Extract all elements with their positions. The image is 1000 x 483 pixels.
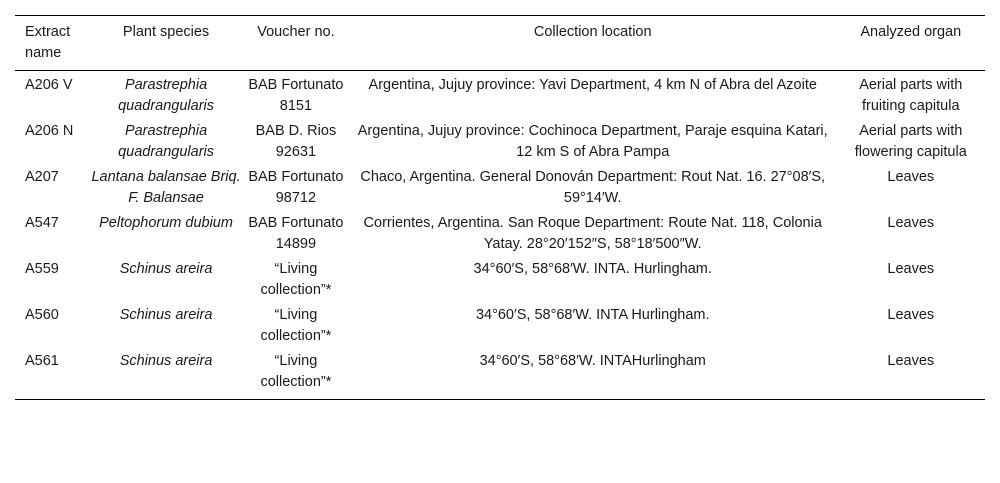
cell-extract: A547	[25, 215, 59, 231]
plant-extracts-table-wrapper	[15, 15, 985, 400]
cell-organ: Leaves	[887, 169, 935, 185]
table-row	[15, 119, 985, 165]
header-plant-species: Plant species	[122, 24, 210, 40]
cell-location: Argentina, Jujuy province: Yavi Department, 4 km N of Abra del Azoite	[368, 77, 817, 93]
cell-voucher: BAB Fortunato 14899	[248, 215, 344, 252]
table-row	[15, 303, 985, 349]
cell-extract: A560	[25, 307, 59, 323]
cell-species: Schinus areira	[119, 353, 213, 369]
cell-species: Parastrephia quadrangularis	[118, 77, 215, 114]
cell-location: 34°60′S, 58°68′W. INTA. Hurlingham.	[473, 261, 712, 277]
cell-organ: Aerial parts with flowering capitula	[854, 123, 967, 160]
cell-extract: A561	[25, 353, 59, 369]
table-row	[15, 349, 985, 400]
table-row	[15, 71, 985, 120]
cell-extract: A207	[25, 169, 59, 185]
cell-extract: A559	[25, 261, 59, 277]
table-row	[15, 211, 985, 257]
cell-location: Chaco, Argentina. General Donován Department: Rout Nat. 16. 27°08′S, 59°14′W.	[360, 169, 826, 206]
cell-voucher: BAB Fortunato 8151	[248, 77, 344, 114]
header-collection-location: Collection location	[533, 24, 652, 40]
cell-species: Schinus areira	[119, 261, 213, 277]
header-extract-name: Extract name	[25, 24, 71, 61]
cell-location: Corrientes, Argentina. San Roque Department: Route Nat. 118, Colonia Yatay. 28°20′152″S, 58°18′500″W.	[363, 215, 822, 252]
cell-species: Parastrephia quadrangularis	[118, 123, 215, 160]
header-voucher-no: Voucher no.	[257, 24, 335, 40]
cell-voucher: BAB D. Rios 92631	[255, 123, 337, 160]
plant-extracts-table	[15, 15, 985, 400]
cell-species: Lantana balansae Briq. F. Balansae	[91, 169, 241, 206]
cell-location: Argentina, Jujuy province: Cochinoca Department, Paraje esquina Katari, 12 km S of Abra Pampa	[357, 123, 828, 160]
cell-organ: Leaves	[887, 261, 935, 277]
table-body	[15, 71, 985, 400]
cell-organ: Leaves	[887, 353, 935, 369]
cell-location: 34°60′S, 58°68′W. INTAHurlingham	[479, 353, 706, 369]
cell-extract: A206 N	[25, 123, 74, 139]
table-header	[15, 16, 985, 71]
cell-organ: Leaves	[887, 307, 935, 323]
cell-voucher: BAB Fortunato 98712	[248, 169, 344, 206]
cell-organ: Aerial parts with fruiting capitula	[859, 77, 963, 114]
cell-extract: A206 V	[25, 77, 73, 93]
header-row	[15, 16, 985, 71]
cell-voucher: “Living collection”*	[260, 261, 332, 298]
cell-species: Schinus areira	[119, 307, 213, 323]
table-row	[15, 257, 985, 303]
cell-voucher: “Living collection”*	[260, 307, 332, 344]
cell-organ: Leaves	[887, 215, 935, 231]
header-analyzed-organ: Analyzed organ	[860, 24, 962, 40]
cell-voucher: “Living collection”*	[260, 353, 332, 390]
cell-species: Peltophorum dubium	[99, 215, 233, 231]
cell-location: 34°60′S, 58°68′W. INTA Hurlingham.	[475, 307, 710, 323]
table-row	[15, 165, 985, 211]
